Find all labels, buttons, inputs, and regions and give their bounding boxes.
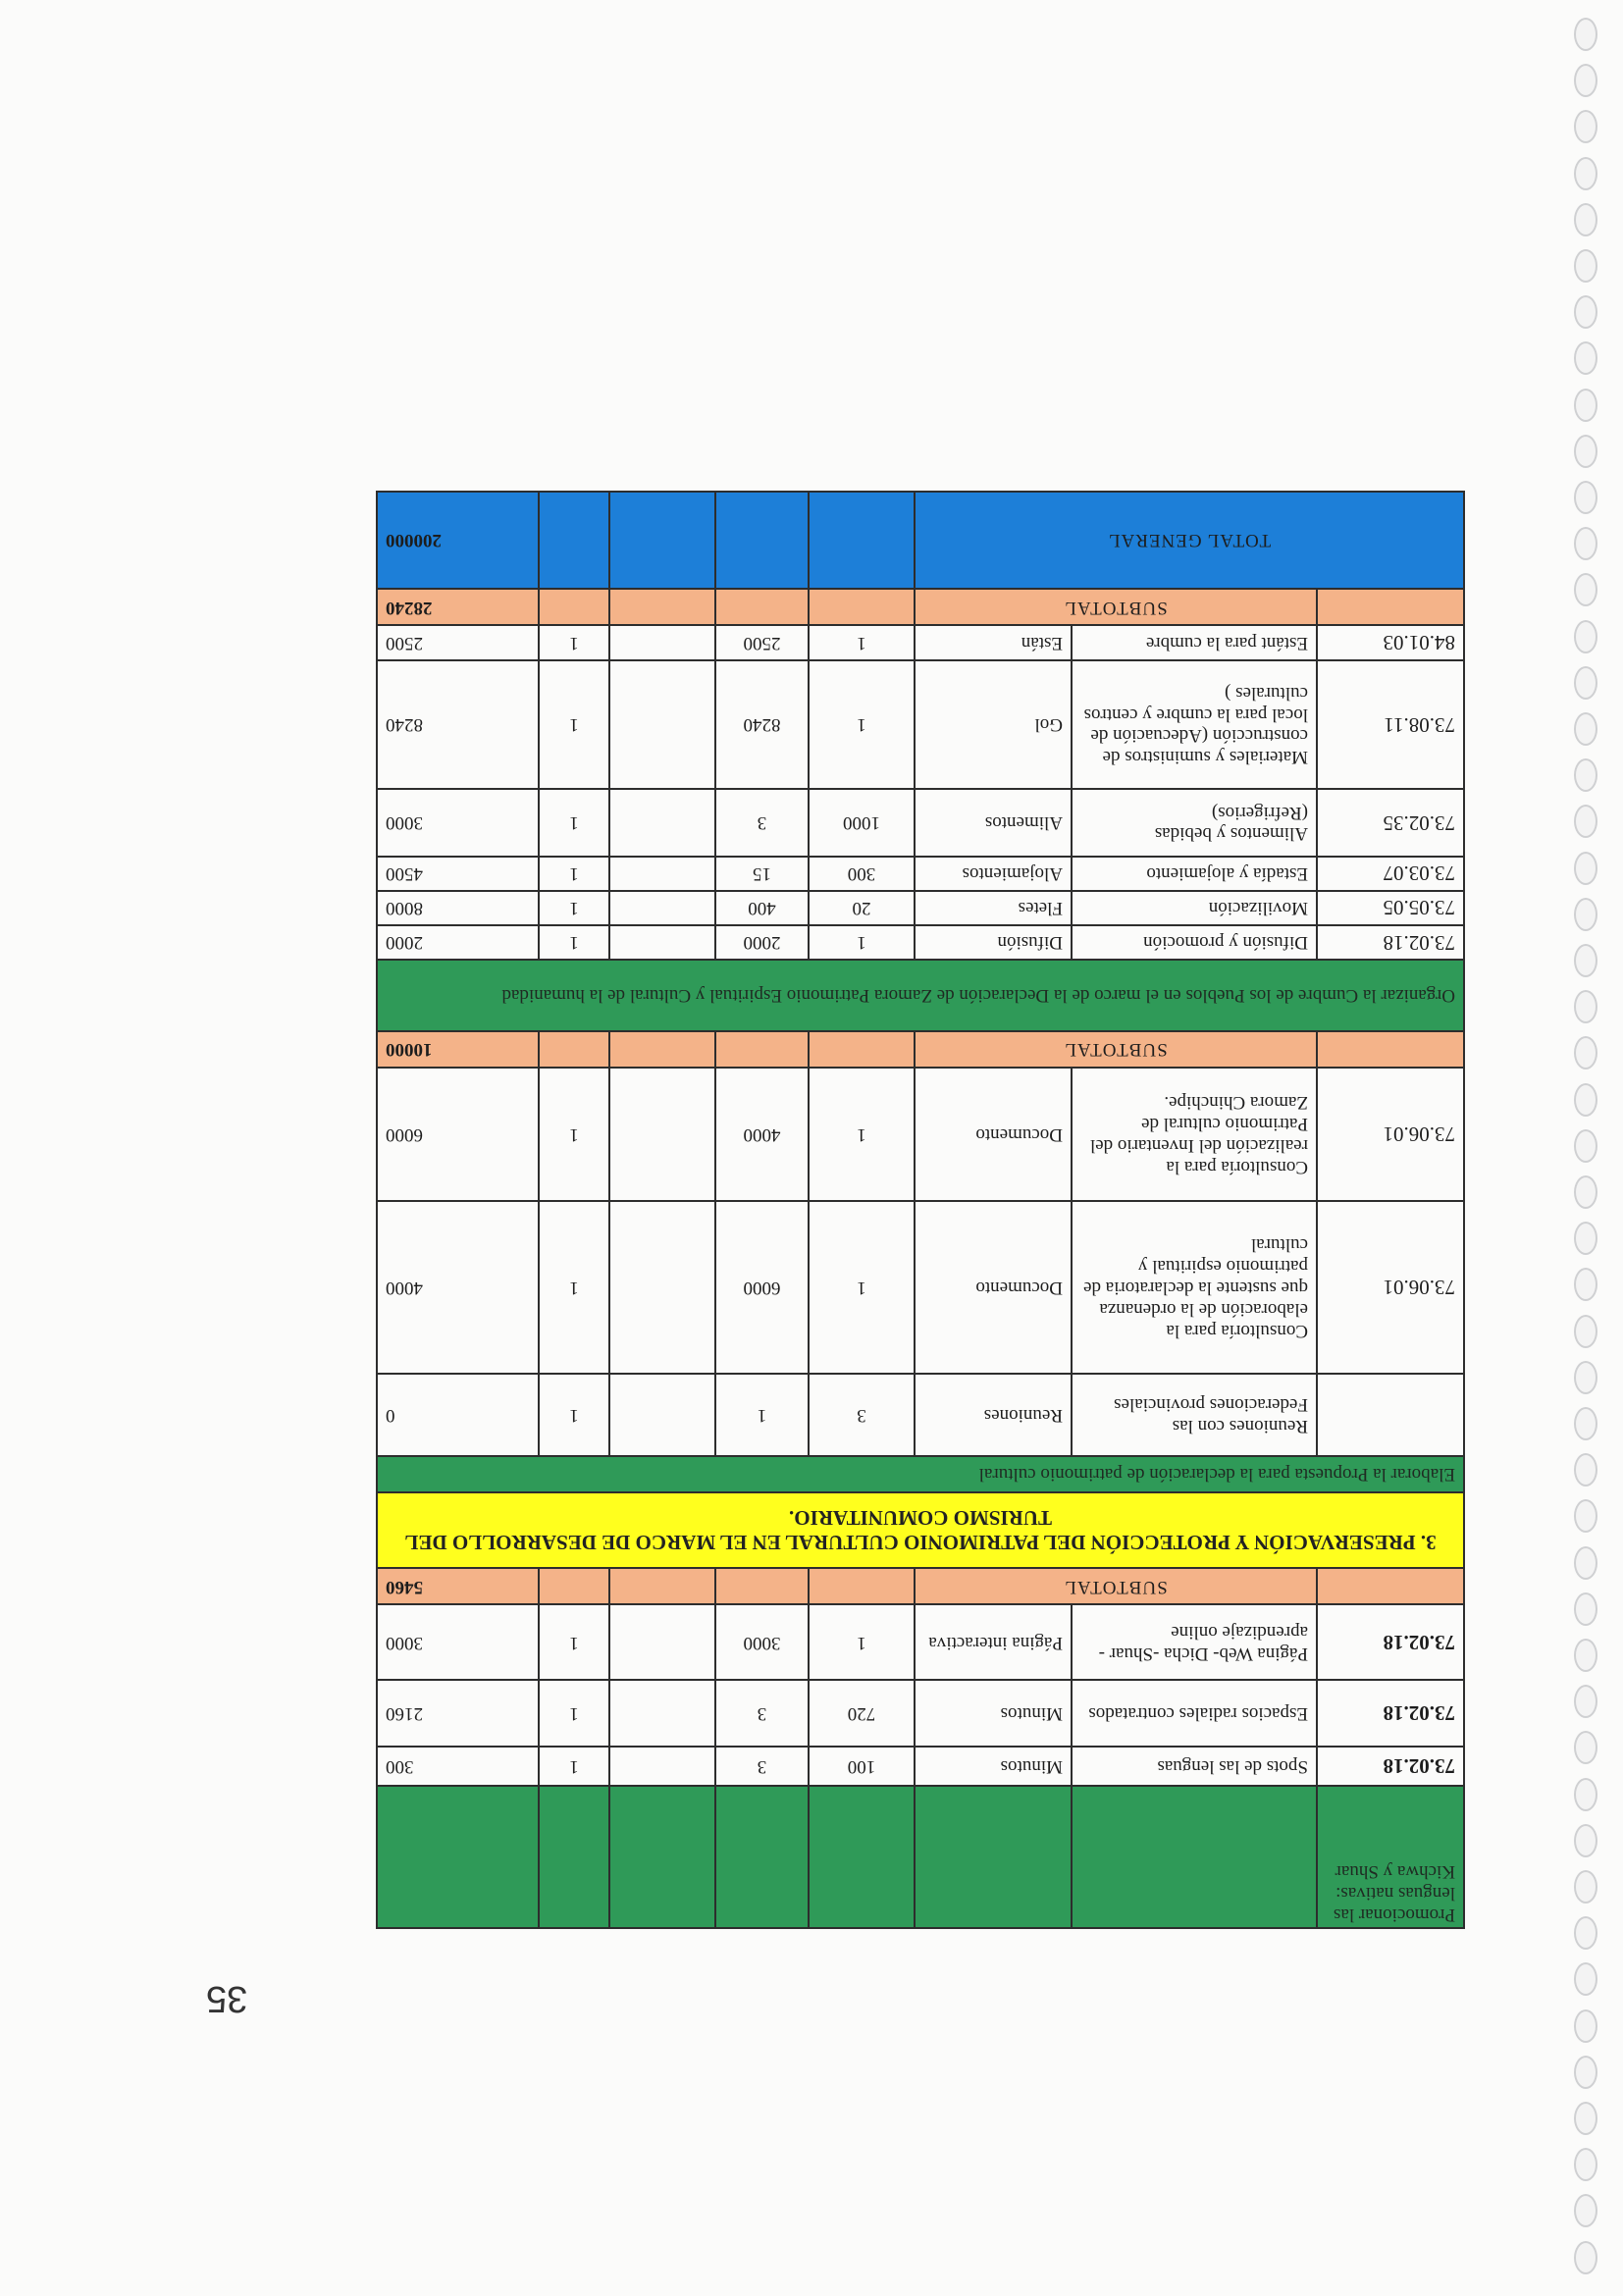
- binding-hole: [1574, 990, 1597, 1023]
- binding-hole: [1574, 1592, 1597, 1626]
- binding-hole: [1574, 1222, 1597, 1255]
- table-row: 73.06.01 Consultoría para la realización del Inventario del Patrimonio cultural de Zamora Chinchipe. Documento 1 4000 1 6000: [377, 1068, 1464, 1201]
- activity-label: Promocionar las lenguas nativas: Kichwa y Shuar: [1317, 1786, 1464, 1928]
- binding-hole: [1574, 1036, 1597, 1070]
- section-title: 3. PRESERVACIÓN Y PROTECCIÓN DEL PATRIMONIO CULTURAL EN EL MARCO DE DESARROLLO DEL TURISMO COMUNITARIO.: [377, 1492, 1464, 1568]
- table-row: 73.02.18 Difusión y promoción Difusión 1 2000 1 2000: [377, 925, 1464, 960]
- binding-hole: [1574, 666, 1597, 700]
- binding-hole: [1574, 1175, 1597, 1209]
- binding-hole: [1574, 435, 1597, 468]
- binding-hole: [1574, 1778, 1597, 1811]
- binding-hole: [1574, 2194, 1597, 2227]
- subtotal-row: SUBTOTAL 5460: [377, 1568, 1464, 1604]
- binding-hole: [1574, 481, 1597, 514]
- binding-hole: [1574, 389, 1597, 422]
- binding-hole: [1574, 620, 1597, 653]
- grand-total-row: [377, 492, 1464, 589]
- binding-hole: [1574, 2148, 1597, 2181]
- binding-hole: [1574, 1824, 1597, 1857]
- subtotal-row: SUBTOTAL 10000: [377, 1031, 1464, 1068]
- page-number: 35: [206, 1978, 248, 2019]
- binding-hole: [1574, 2056, 1597, 2089]
- activity-row-languages: [377, 1786, 1464, 1928]
- binding-hole: [1574, 1361, 1597, 1394]
- binding-hole: [1574, 1315, 1597, 1348]
- grand-total-label: TOTAL GENERAL: [915, 492, 1464, 589]
- binding-hole: [1574, 1685, 1597, 1718]
- table-row: 73.02.35 Alimentos y bebidas (Refrigerios) Alimentos 1000 3 1 3000: [377, 790, 1464, 857]
- binding-hole: [1574, 1916, 1597, 1950]
- table-row: 73.05.05 Movilización Fletes 20 400 1 8000: [377, 891, 1464, 925]
- binding-hole: [1574, 2009, 1597, 2043]
- binding-hole: [1574, 1083, 1597, 1117]
- binding-hole: [1574, 1962, 1597, 1996]
- table-row: 73.02.18 Página Web- Dicha -Shuar -aprendizaje online Página interactiva 1 3000 1 3000: [377, 1604, 1464, 1680]
- table-row: 73.02.18 Espacios radiales contratados Minutos 720 3 1 2160: [377, 1680, 1464, 1747]
- section-title-row: [377, 1492, 1464, 1568]
- activity-label: Organizar la Cumbre de los Pueblos en el marco de la Declaración de Zamora Patrimonio Espiritual y Cultural de la humanidad: [377, 960, 1464, 1031]
- binding-hole: [1574, 1870, 1597, 1904]
- binding-hole: [1574, 203, 1597, 236]
- binding-hole: [1574, 2241, 1597, 2274]
- binding-hole: [1574, 1546, 1597, 1580]
- table-row: 73.03.07 Estadía y alojamiento Alojamientos 300 15 1 4500: [377, 857, 1464, 891]
- subtotal-row: SUBTOTAL 28240: [377, 589, 1464, 625]
- budget-table: [376, 491, 1465, 1929]
- binding-hole: [1574, 1639, 1597, 1672]
- grand-total-value: 200000: [377, 492, 539, 589]
- activity-row: [377, 1456, 1464, 1492]
- binding-hole: [1574, 1129, 1597, 1163]
- binding-hole: [1574, 944, 1597, 977]
- binding-hole: [1574, 1499, 1597, 1533]
- binding-hole: [1574, 805, 1597, 838]
- binding-hole: [1574, 1731, 1597, 1764]
- binding-hole: [1574, 1407, 1597, 1440]
- table-row: Reuniones con las Federaciones provinciales Reuniones 3 1 1 0: [377, 1374, 1464, 1456]
- binding-hole: [1574, 295, 1597, 329]
- binding-hole: [1574, 573, 1597, 606]
- binding-hole: [1574, 2102, 1597, 2135]
- binding-hole: [1574, 1268, 1597, 1301]
- table-row: 73.08.11 Materiales y suministros de construcción (Adecuación de local para la cumbre y centros culturales ) Gol 1 8240 1 8240: [377, 660, 1464, 790]
- table-row: 73.06.01 Consultoría para la elaboración de la ordenanza que sustente la declaratoria de patrimonio espiritual y cultural Documento 1 6000 1 4000: [377, 1201, 1464, 1374]
- binding-hole: [1574, 898, 1597, 931]
- binding-hole: [1574, 758, 1597, 792]
- binding-holes: [1566, 10, 1605, 2286]
- binding-hole: [1574, 64, 1597, 97]
- binding-hole: [1574, 249, 1597, 283]
- binding-hole: [1574, 341, 1597, 375]
- binding-hole: [1574, 18, 1597, 51]
- budget-sheet: [378, 491, 1465, 1929]
- binding-hole: [1574, 157, 1597, 190]
- binding-hole: [1574, 852, 1597, 885]
- table-row: 84.01.03 Estánt para la cumbre Están 1 2500 1 2500: [377, 625, 1464, 659]
- activity-label: Elaborar la Propuesta para la declaración de patrimonio cultural: [377, 1456, 1464, 1492]
- activity-row: [377, 960, 1464, 1031]
- binding-hole: [1574, 527, 1597, 560]
- table-row: 73.02.18 Spots de las lenguas Minutos 100 3 1 300: [377, 1747, 1464, 1786]
- binding-hole: [1574, 712, 1597, 746]
- binding-hole: [1574, 1453, 1597, 1487]
- binding-hole: [1574, 110, 1597, 143]
